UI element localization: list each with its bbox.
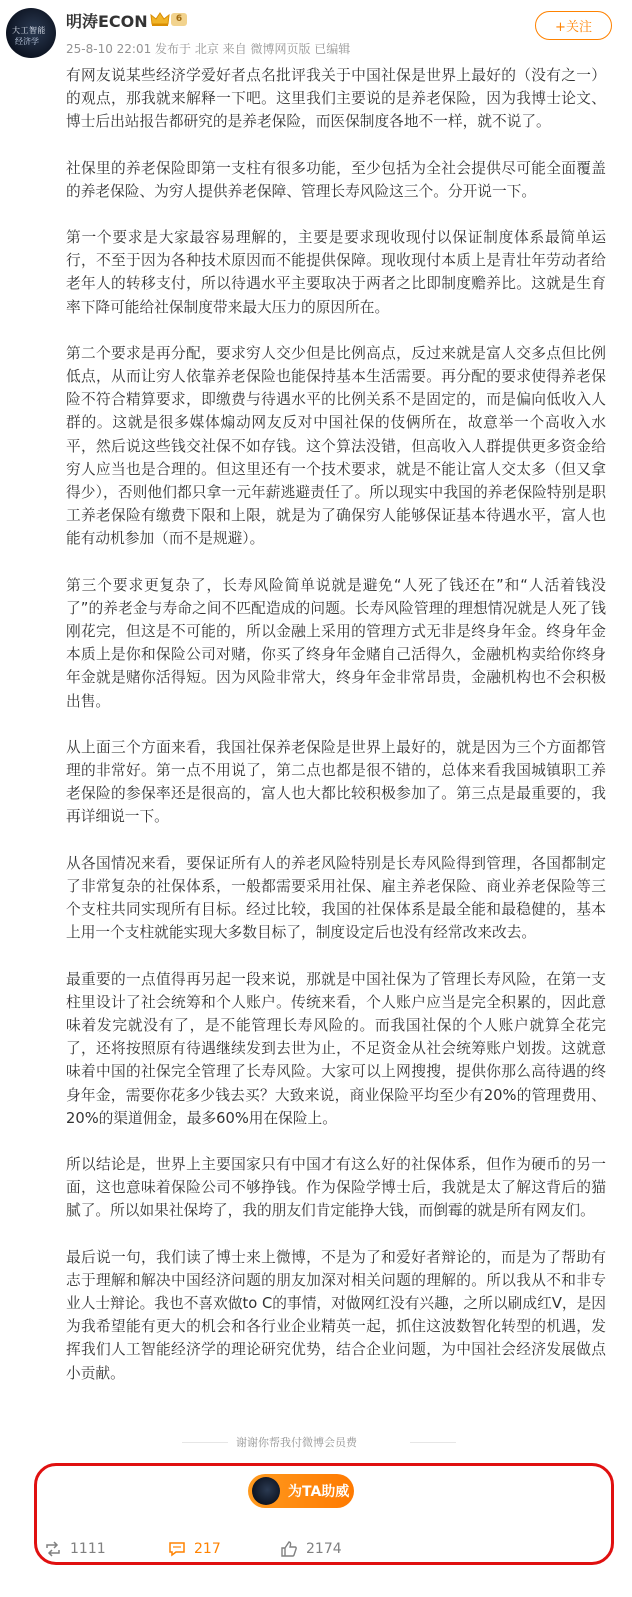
post-paragraph: 最后说一句，我们读了博士来上微博，不是为了和爱好者辩论的，而是为了帮助有志于理解和解决中国经济问题的朋友加深对相关问题的理解的。所以我从不和非专业人士辩论。我也不喜欢做to C的事情，对做网红没有兴趣，之所以刷成红V，是因为我希望能有更大的机会和各行业企业精英一起，抓住这波数智化转型的机遇，发挥我们人工智能经济学的理论研究优势，结合企业问题，为中国社会经济发展做点小贡献。 (66, 1248, 606, 1382)
post-paragraph: 从上面三个方面来看，我国社保养老保险是世界上最好的，就是因为三个方面都管理的非常好。第一点不用说了，第二点也都是很不错的，总体来看我国城镇职工养老保险的参保率还是很高的，富人也大都比较积极参加了。第三点是最重要的，我再详细说一下。 (66, 738, 606, 826)
thumbs-up-icon (280, 1540, 298, 1558)
post-paragraph: 有网友说某些经济学爱好者点名批评我关于中国社保是世界上最好的（没有之一）的观点，那我就来解释一下吧。这里我们主要说的是养老保险，因为我博士论文、博士后出站报告都研究的是养老保险，而医保制度各地不一样，就不说了。 (66, 67, 606, 131)
support-button-label: 为TA助威 (288, 1484, 350, 1500)
post-paragraph: 第三个要求更复杂了，长寿风险简单说就是避免“人死了钱还在”和“人活着钱没了”的养老金与寿命之间不匹配造成的问题。长寿风险管理的理想情况就是人死了钱刚花完，但这是不可能的，所以金融上采用的管理方式无非是终身年金。终身年金本质上是你和保险公司对赌，你买了终身年金赌自己活得久，金融机构卖给你终身年金就是赌你活得短。因为风险非常大，终身年金非常昂贵，金融机构也不会积极出售。 (66, 576, 606, 710)
divider (410, 1442, 456, 1443)
follow-button[interactable]: +关注 (535, 11, 612, 40)
like-count: 2174 (306, 1541, 342, 1557)
sponsor-note (0, 1432, 632, 1452)
divider (182, 1442, 228, 1443)
avatar[interactable] (6, 8, 56, 58)
post-paragraph-conclusion: 所以结论是，世界上主要国家只有中国才有这么好的社保体系，但作为硬币的另一面，这也意味着保险公司不够挣钱。作为保险学博士后，我就是太了解这背后的猫腻了。所以如果社保垮了，我的朋友们肯定能挣大钱，而倒霉的就是所有网友们。 (66, 1155, 606, 1220)
avatar-text-top: 大工智能 (12, 26, 46, 35)
post-meta: 25-8-10 22:01 发布于 北京 来自 微博网页版 已编辑 (66, 42, 351, 56)
comment-button[interactable] (168, 1537, 221, 1561)
username[interactable]: 明涛ECON (66, 12, 148, 31)
repost-icon (44, 1540, 62, 1558)
avatar (252, 1477, 280, 1505)
like-button[interactable] (280, 1537, 342, 1561)
support-button[interactable] (248, 1474, 354, 1508)
post-paragraph: 社保里的养老保险即第一支柱有很多功能，至少包括为全社会提供尽可能全面覆盖的养老保险、为穷人提供养老保障、管理长寿风险这三个。分开说一下。 (66, 159, 606, 200)
vip-level-badge: 6 (171, 13, 187, 26)
post-paragraph: 最重要的一点值得再另起一段来说，那就是中国社保为了管理长寿风险，在第一支柱里设计了社会统筹和个人账户。传统来看，个人账户应当是完全积累的，因此意味着发完就没有了，是不能管理长寿风险的。而我国社保的个人账户就算全花完了，还将按照原有待遇继续发到去世为止，不足资金从社会统筹账户划拨。这就意味着中国的社保完全管理了长寿风险。大家可以上网搜搜，提供你那么高待遇的终身年金，需要你花多少钱去买？大致来说，商业保险平均至少有20%的管理费用、20%的渠道佣金，最多60%用在保险上。 (66, 970, 606, 1127)
sponsor-text: 谢谢你帮我付微博会员费 (236, 1436, 357, 1449)
post-paragraph: 第一个要求是大家最容易理解的，主要是要求现收现付以保证制度体系最简单运行，不至于因为各种技术原因而不能提供保障。现收现付本质上是青壮年劳动者给老年人的转移支付，所以待遇水平主要取决于两者之比即制度赡养比。这就是生育率下降可能给社保制度带来最大压力的原因所在。 (66, 229, 606, 316)
action-bar (0, 1537, 632, 1561)
post-header (0, 0, 632, 62)
post-paragraph: 第二个要求是再分配，要求穷人交少但是比例高点，反过来就是富人交多点但比例低点，从而让穷人依靠养老保险也能保持基本生活需要。再分配的要求使得养老保险不符合精算要求，即缴费与待遇水平的比例关系不是固定的，而是偏向低收入人群的。这就是很多媒体煽动网友反对中国社保的伎俩所在，故意举一个高收入水平，然后说这些钱交社保不如存钱。这个算法没错，但高收入人群提供更多资金给穷人应当也是合理的。但这里还有一个技术要求，就是不能让富人交太多（但又拿得少），否则他们都只拿一元年薪逃避责任了。所以现实中我国的养老保险特别是职工养老保险有缴费下限和上限，就是为了确保穷人能够保证基本待遇水平，富人也能有动机参加（而不是规避）。 (66, 344, 606, 548)
repost-button[interactable] (44, 1537, 106, 1561)
post-content (66, 64, 606, 1408)
crown-icon (150, 11, 170, 27)
comment-count: 217 (194, 1541, 221, 1557)
repost-count: 1111 (70, 1541, 106, 1557)
avatar-text-bottom: 经济学 (15, 37, 39, 46)
comment-icon (168, 1540, 186, 1558)
post-paragraph: 从各国情况来看，要保证所有人的养老风险特别是长寿风险得到管理，各国都制定了非常复杂的社保体系，一般都需要采用社保、雇主养老保险、商业养老保险等三个支柱共同实现所有目标。经过比较，我国的社保体系是最全能和最稳健的，基本上用一个支柱就能实现大多数目标了，制度设定后也没有经常改来改去。 (66, 854, 606, 942)
